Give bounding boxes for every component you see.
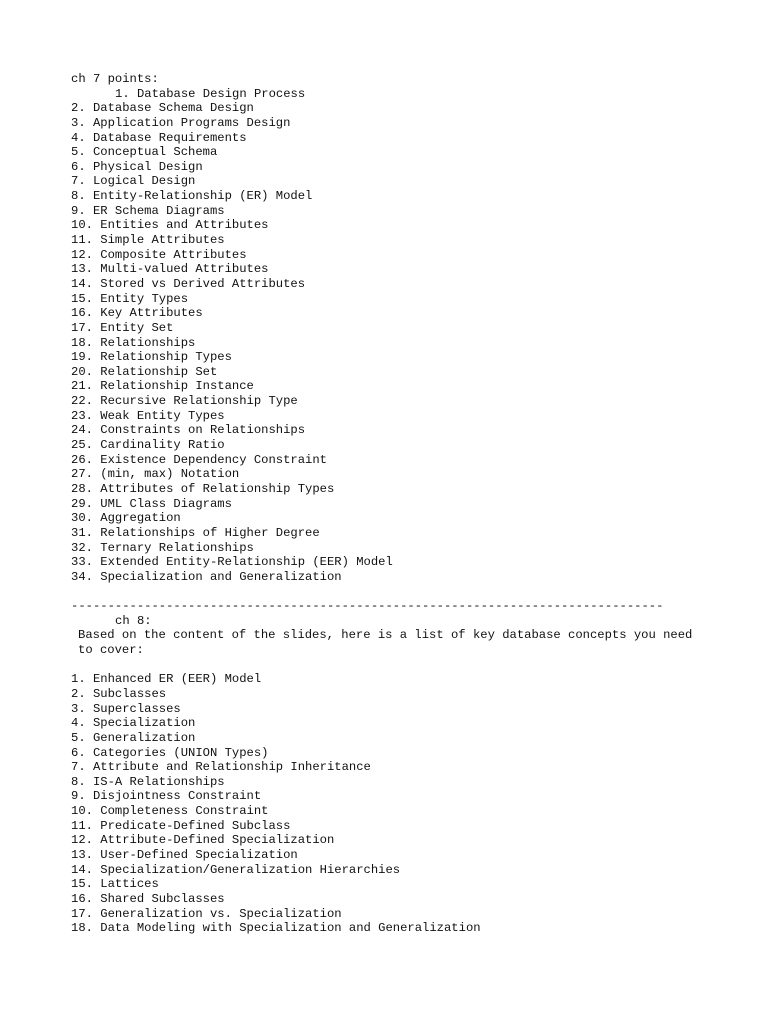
ch7-item: 4. Database Requirements <box>71 130 247 145</box>
ch7-item: 2. Database Schema Design <box>71 101 254 116</box>
ch8-intro: Based on the content of the slides, here is a list of key database concepts you need to cover: <box>78 628 693 657</box>
section-divider: --------------------------------------------------------------------------------- <box>71 599 664 614</box>
ch8-item: 16. Shared Subclasses <box>71 891 225 906</box>
ch8-item: 17. Generalization vs. Specialization <box>71 906 342 921</box>
ch7-item: 13. Multi-valued Attributes <box>71 262 269 277</box>
ch8-item: 14. Specialization/Generalization Hierarchies <box>71 862 401 877</box>
ch7-item: 19. Relationship Types <box>71 350 232 365</box>
ch8-item: 1. Enhanced ER (EER) Model <box>71 672 262 687</box>
ch7-item: 20. Relationship Set <box>71 364 218 379</box>
ch7-item: 6. Physical Design <box>71 159 203 174</box>
ch7-item: 33. Extended Entity-Relationship (EER) Model <box>71 555 393 570</box>
ch7-item: 23. Weak Entity Types <box>71 408 225 423</box>
ch7-item: 3. Application Programs Design <box>71 115 291 130</box>
ch7-item: 18. Relationships <box>71 335 196 350</box>
ch7-item: 16. Key Attributes <box>71 306 203 321</box>
ch7-item: 22. Recursive Relationship Type <box>71 394 298 409</box>
ch7-item: 32. Ternary Relationships <box>71 540 254 555</box>
ch8-item: 8. IS-A Relationships <box>71 774 225 789</box>
ch8-item: 12. Attribute-Defined Specialization <box>71 833 335 848</box>
ch7-item: 24. Constraints on Relationships <box>71 423 306 438</box>
ch7-item: 31. Relationships of Higher Degree <box>71 525 320 540</box>
ch8-item: 4. Specialization <box>71 716 196 731</box>
ch8-item: 2. Subclasses <box>71 686 167 701</box>
ch8-item: 15. Lattices <box>71 877 159 892</box>
ch7-item: 27. (min, max) Notation <box>71 467 240 482</box>
spacer <box>71 658 761 673</box>
ch7-item: 15. Entity Types <box>71 291 189 306</box>
ch7-item: 29. UML Class Diagrams <box>71 496 232 511</box>
ch7-item: 25. Cardinality Ratio <box>71 438 225 453</box>
ch8-item: 7. Attribute and Relationship Inheritance <box>71 760 371 775</box>
ch8-item: 3. Superclasses <box>71 701 181 716</box>
ch8-item: 13. User-Defined Specialization <box>71 847 298 862</box>
ch7-item: 34. Specialization and Generalization <box>71 569 342 584</box>
ch8-item: 9. Disjointness Constraint <box>71 789 262 804</box>
ch7-item: 14. Stored vs Derived Attributes <box>71 276 306 291</box>
ch8-heading: ch 8: <box>115 613 152 628</box>
ch7-list <box>71 101 761 584</box>
ch7-item: 11. Simple Attributes <box>71 233 225 248</box>
ch8-item: 11. Predicate-Defined Subclass <box>71 818 291 833</box>
ch7-item: 5. Conceptual Schema <box>71 145 218 160</box>
ch7-item: 30. Aggregation <box>71 511 181 526</box>
ch7-item-1: 1. Database Design Process <box>115 86 306 101</box>
ch7-item: 21. Relationship Instance <box>71 379 254 394</box>
spacer <box>71 584 761 599</box>
ch7-item: 10. Entities and Attributes <box>71 218 269 233</box>
ch7-item: 8. Entity-Relationship (ER) Model <box>71 189 313 204</box>
ch8-item: 10. Completeness Constraint <box>71 804 269 819</box>
ch7-item: 12. Composite Attributes <box>71 247 247 262</box>
ch8-item: 5. Generalization <box>71 730 196 745</box>
document-page <box>71 72 761 936</box>
ch7-item: 28. Attributes of Relationship Types <box>71 481 335 496</box>
ch7-item: 9. ER Schema Diagrams <box>71 203 225 218</box>
ch7-item: 26. Existence Dependency Constraint <box>71 452 327 467</box>
ch8-list <box>71 672 761 936</box>
ch7-item: 7. Logical Design <box>71 174 196 189</box>
ch8-item: 18. Data Modeling with Specialization and Generalization <box>71 921 481 936</box>
ch8-item: 6. Categories (UNION Types) <box>71 745 269 760</box>
ch7-item: 17. Entity Set <box>71 320 174 335</box>
ch7-heading: ch 7 points: <box>71 72 159 86</box>
